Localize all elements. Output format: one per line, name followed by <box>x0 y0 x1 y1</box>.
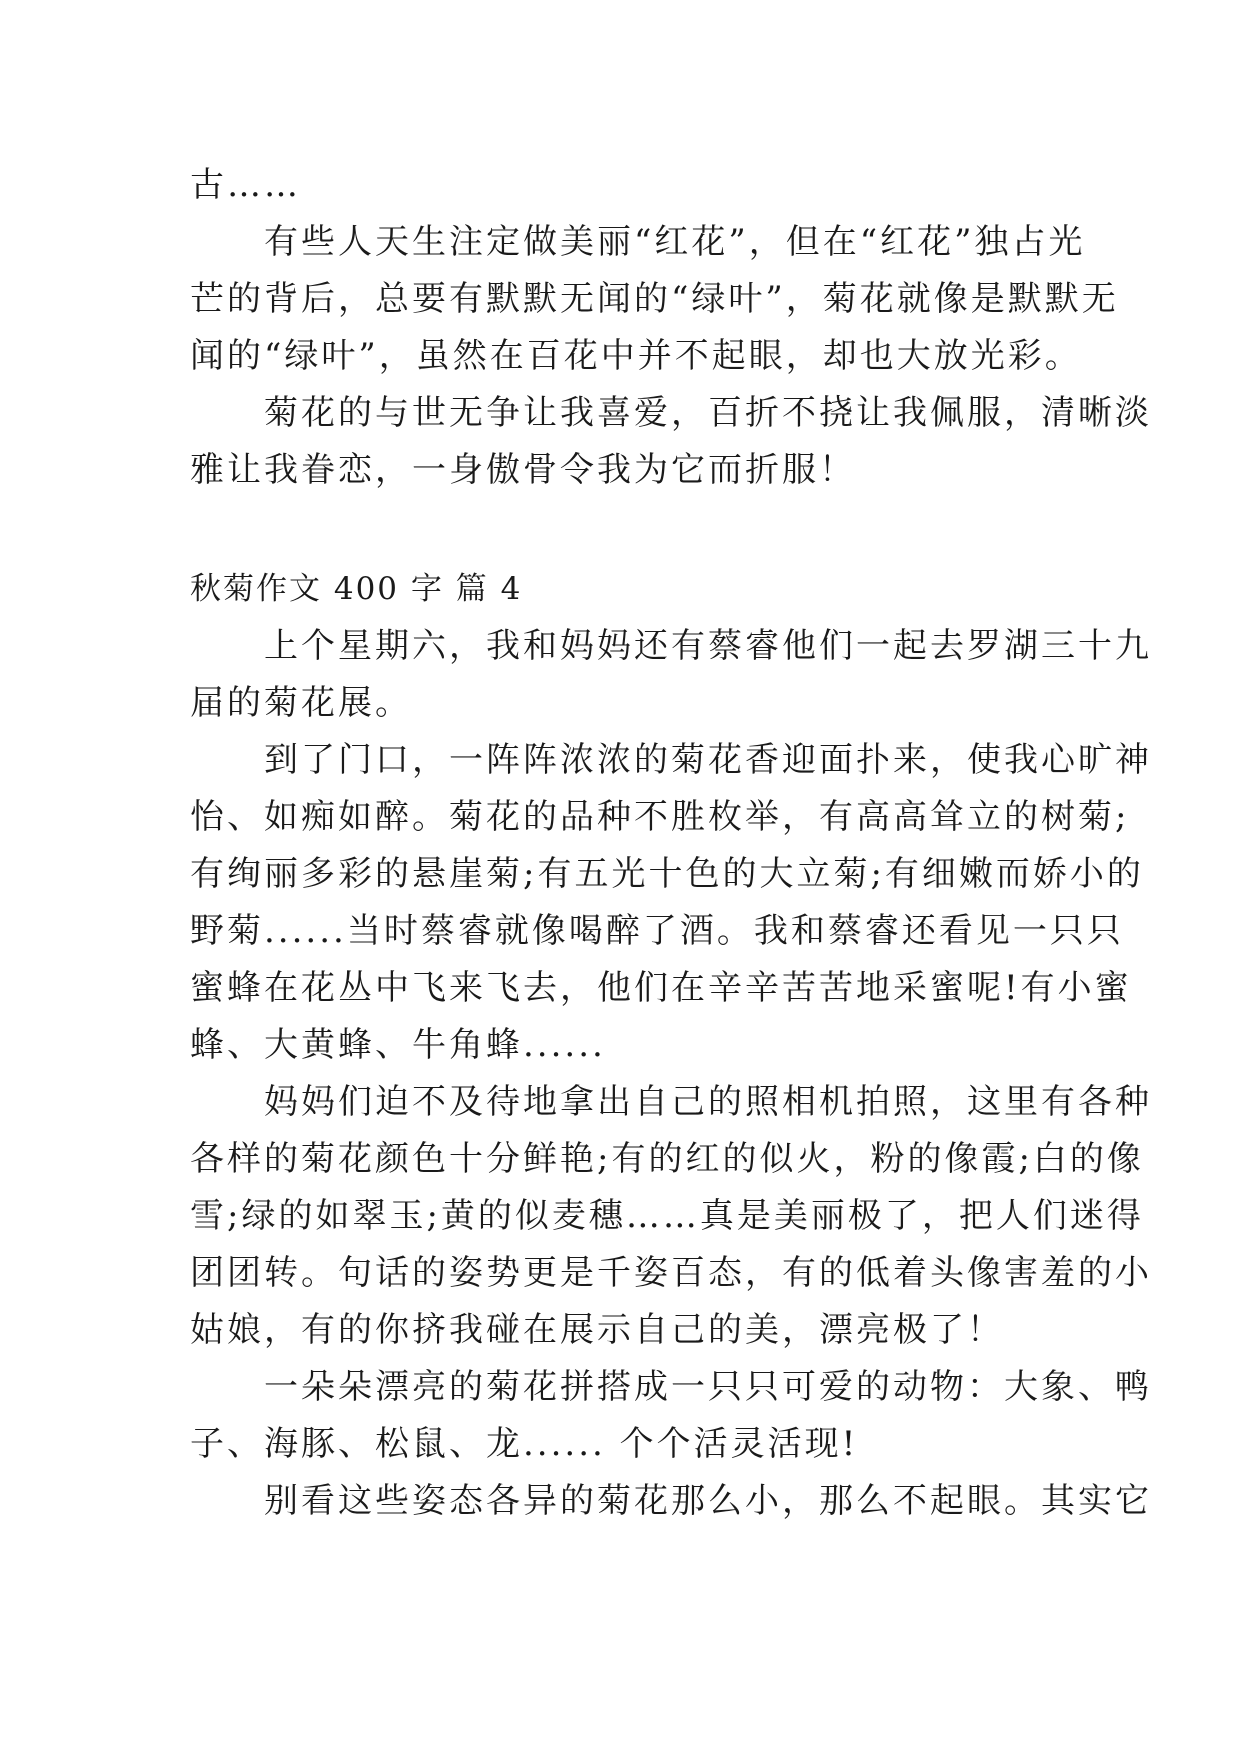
text-line: 怡、如痴如醉。菊花的品种不胜枚举，有高高耸立的树菊; <box>190 797 1130 837</box>
text-line: 雪;绿的如翠玉;黄的似麦穗……真是美丽极了，把人们迷得 <box>190 1196 1144 1236</box>
text-line: 有绚丽多彩的悬崖菊;有五光十色的大立菊;有细嫩而娇小的 <box>190 854 1144 894</box>
paragraph <box>190 214 1119 385</box>
text-line: 芒的背后，总要有默默无闻的“绿叶”，菊花就像是默默无 <box>190 279 1119 319</box>
text-line: 闻的“绿叶”，虽然在百花中并不起眼，却也大放光彩。 <box>190 336 1082 376</box>
paragraph <box>190 732 1152 1074</box>
text-line: 蜂、大黄蜂、牛角蜂...... <box>190 1025 606 1065</box>
text-line: 野菊......当时蔡睿就像喝醉了酒。我和蔡睿还看见一只只 <box>190 911 1124 951</box>
text-line: 雅让我眷恋，一身傲骨令我为它而折服！ <box>190 450 856 490</box>
text-line: 古…… <box>190 165 301 205</box>
section-title: 秋菊作文 400 字 篇 4 <box>190 571 523 607</box>
text-line: 菊花的与世无争让我喜爱，百折不挠让我佩服，清晰淡 <box>190 393 1152 433</box>
text-line: 各样的菊花颜色十分鲜艳;有的红的似火，粉的像霞;白的像 <box>190 1139 1144 1179</box>
text-line: 姑娘，有的你挤我碰在展示自己的美，漂亮极了！ <box>190 1310 1004 1350</box>
paragraph <box>190 1473 1152 1530</box>
text-line: 一朵朵漂亮的菊花拼搭成一只只可爱的动物：大象、鸭 <box>190 1367 1152 1407</box>
paragraph <box>190 385 1152 499</box>
text-line: 有些人天生注定做美丽“红花”，但在“红花”独占光 <box>190 222 1086 262</box>
section-gap <box>190 499 1052 561</box>
paragraph <box>190 1074 1152 1359</box>
text-line: 上个星期六，我和妈妈还有蔡睿他们一起去罗湖三十九 <box>190 626 1152 666</box>
paragraph <box>190 618 1152 732</box>
text-line: 团团转。句话的姿势更是千姿百态，有的低着头像害羞的小 <box>190 1253 1152 1293</box>
text-line: 子、海豚、松鼠、龙...... 个个活灵活现! <box>190 1424 859 1464</box>
text-line: 别看这些姿态各异的菊花那么小，那么不起眼。其实它 <box>190 1481 1152 1521</box>
text-line: 妈妈们迫不及待地拿出自己的照相机拍照，这里有各种 <box>190 1082 1152 1122</box>
text-line: 蜜蜂在花丛中飞来飞去，他们在辛辛苦苦地采蜜呢!有小蜜 <box>190 968 1132 1008</box>
text-line: 到了门口，一阵阵浓浓的菊花香迎面扑来，使我心旷神 <box>190 740 1152 780</box>
document-page <box>190 157 1152 1530</box>
paragraph <box>190 1359 1152 1473</box>
text-line: 届的菊花展。 <box>190 683 412 723</box>
